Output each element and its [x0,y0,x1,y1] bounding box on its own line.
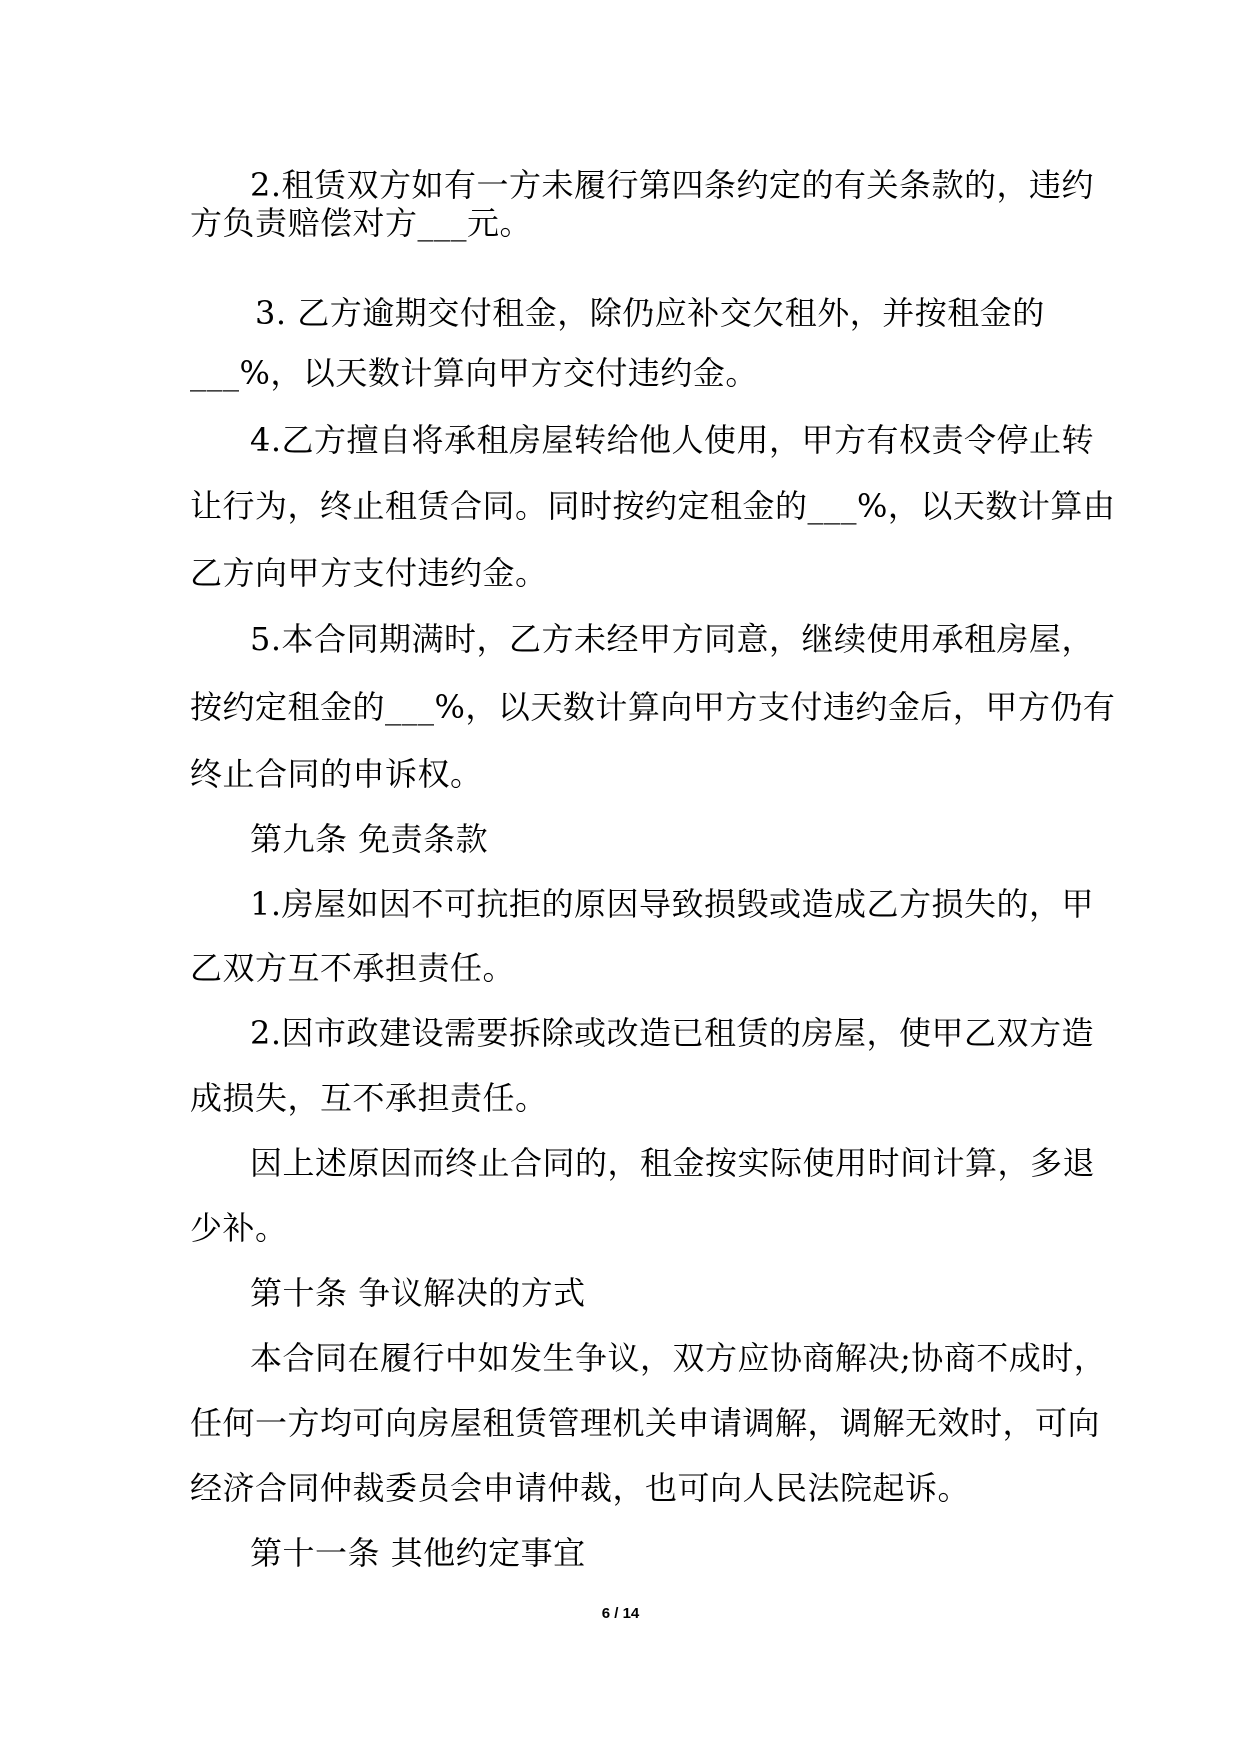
paragraph-line: 乙方向甲方支付违约金。 [190,554,548,592]
paragraph-line: 本合同在履行中如发生争议，双方应协商解决;协商不成时， [250,1339,1107,1377]
section-heading: 第十条 争议解决的方式 [250,1274,586,1312]
section-heading: 第十一条 其他约定事宜 [250,1534,586,1572]
paragraph-line: 4.乙方擅自将承租房屋转给他人使用，甲方有权责令停止转 [250,421,1095,459]
paragraph-line: 3. 乙方逾期交付租金，除仍应补交欠租外，并按租金的 [255,294,1045,332]
paragraph-line: 成损失，互不承担责任。 [190,1079,548,1117]
paragraph-line: 乙双方互不承担责任。 [190,949,516,987]
paragraph-line: 让行为，终止租赁合同。同时按约定租金的___%，以天数计算由 [190,487,1116,525]
paragraph-line: 2.租赁双方如有一方未履行第四条约定的有关条款的，违约 [250,166,1095,204]
paragraph-line: 方负责赔偿对方___元。 [190,204,533,242]
paragraph-line: 2.因市政建设需要拆除或改造已租赁的房屋，使甲乙双方造 [250,1014,1095,1052]
paragraph-line: ___%，以天数计算向甲方交付违约金。 [190,354,758,392]
paragraph-line: 终止合同的申诉权。 [190,755,483,793]
paragraph-line: 按约定租金的___%，以天数计算向甲方支付违约金后，甲方仍有 [190,688,1116,726]
paragraph-line: 任何一方均可向房屋租赁管理机关申请调解，调解无效时，可向 [190,1404,1101,1442]
paragraph-line: 5.本合同期满时，乙方未经甲方同意，继续使用承租房屋， [250,620,1095,658]
page-number: 6 / 14 [601,1605,640,1622]
paragraph-line: 少补。 [190,1209,288,1247]
paragraph-line: 因上述原因而终止合同的，租金按实际使用时间计算，多退 [250,1144,1096,1182]
paragraph-line: 1.房屋如因不可抗拒的原因导致损毁或造成乙方损失的，甲 [250,885,1095,923]
section-heading: 第九条 免责条款 [250,820,489,858]
paragraph-line: 经济合同仲裁委员会申请仲裁，也可向人民法院起诉。 [190,1469,971,1507]
